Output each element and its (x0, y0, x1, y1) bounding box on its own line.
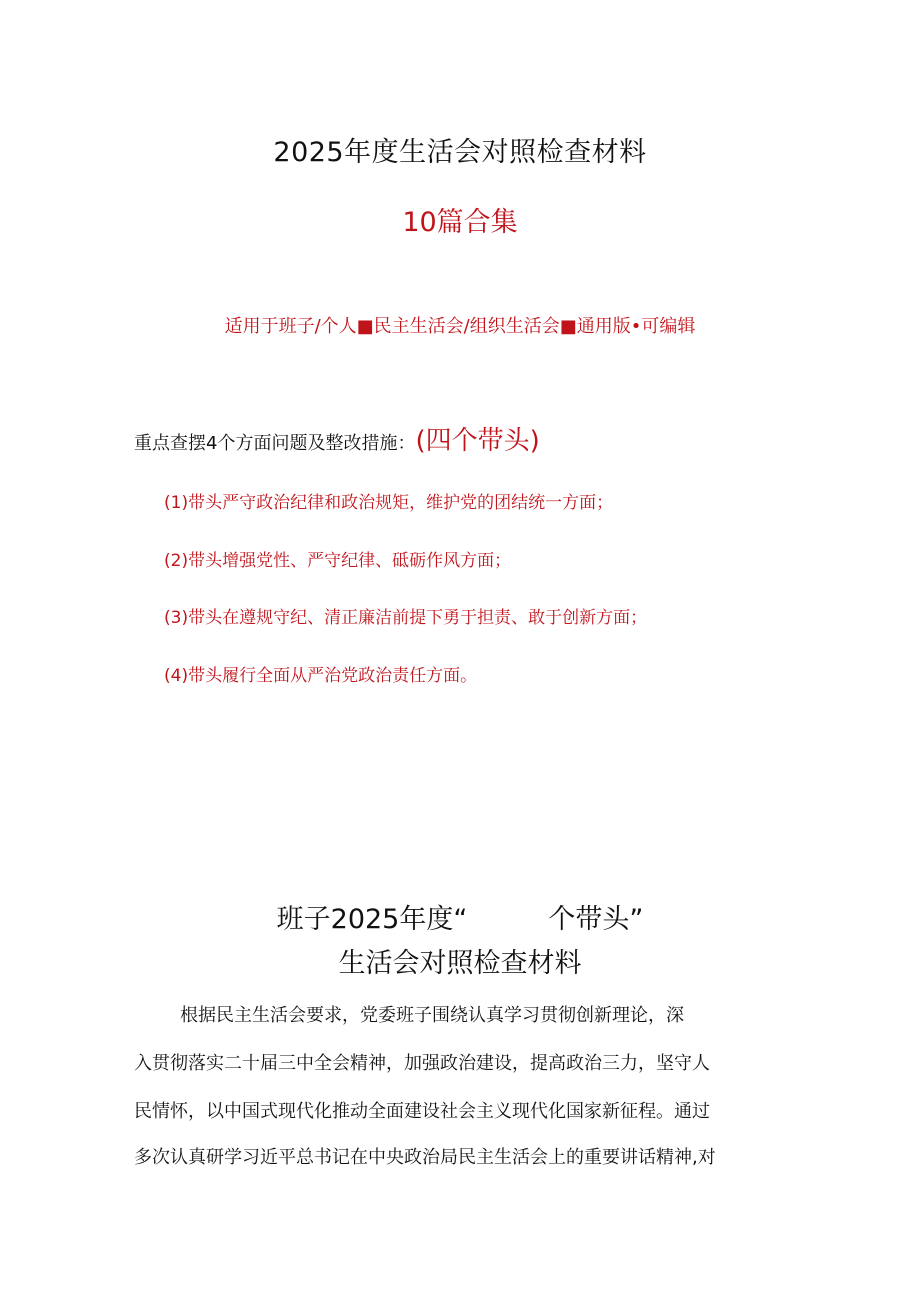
body-line: 民情怀，以中国式现代化推动全面建设社会主义现代化国家新征程。通过 (134, 1101, 710, 1122)
focus-intro: 重点查摆4个方面问题及整改措施： (134, 433, 416, 454)
focus-item: (1)带头严守政治纪律和政治规矩，维护党的团结统一方面； (164, 493, 614, 513)
usage-note: 适用于班子/个人■民主生活会/组织生活会■通用版•可编辑 (224, 316, 696, 337)
document-title: 2025年度生活会对照检查材料 (273, 137, 647, 168)
focus-item: (2)带头增强党性、严守纪律、砥砺作风方面； (164, 551, 512, 571)
body-line: 多次认真研学习近平总书记在中央政治局民主生活会上的重要讲话精神,对 (134, 1147, 716, 1168)
focus-emphasis: (四个带头) (415, 426, 540, 456)
focus-item: (3)带头在遵规守纪、清正廉洁前提下勇于担责、敢于创新方面； (164, 608, 648, 628)
focus-heading (134, 420, 540, 457)
body-line: 根据民主生活会要求，党委班子围绕认真学习贯彻创新理论，深 (180, 1005, 684, 1026)
focus-item: (4)带头履行全面从严治党政治责任方面。 (164, 666, 478, 686)
document-subtitle: 10篇合集 (402, 207, 518, 238)
section-title-line2: 生活会对照检查材料 (338, 948, 582, 979)
body-line: 入贯彻落实二十届三中全会精神，加强政治建设，提高政治三力，坚守人 (134, 1053, 710, 1074)
section-title-line1: 班子2025年度“ 个带头” (276, 904, 644, 935)
